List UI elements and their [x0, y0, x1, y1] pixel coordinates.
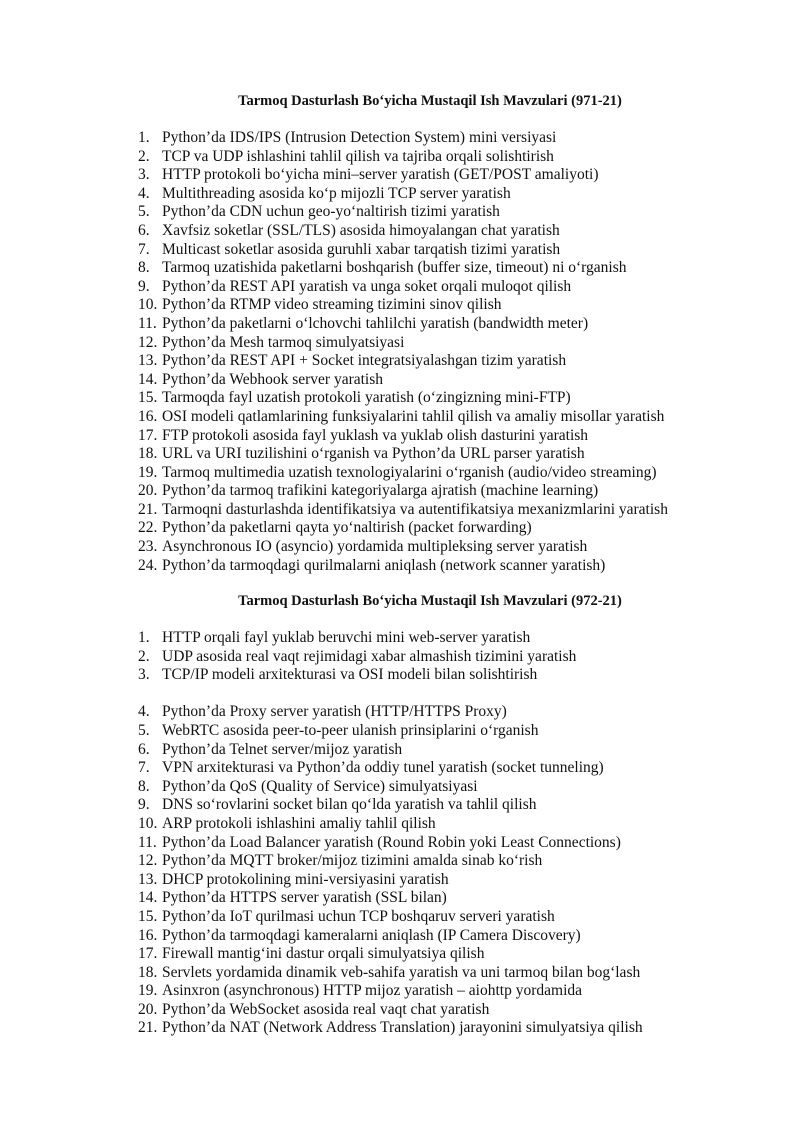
item-number: 24.: [138, 556, 158, 574]
item-number: 21.: [138, 1019, 158, 1037]
item-number: 5.: [138, 203, 150, 221]
item-number: 1.: [138, 129, 150, 146]
list-item: [138, 834, 778, 853]
list-item: [138, 557, 778, 576]
list-item: [138, 222, 778, 241]
item-text: Python’da tarmoq trafikini kategoriyalarga ajratish (machine learning): [162, 482, 599, 500]
list-item: [138, 908, 778, 927]
item-text: DHCP protokolining mini-versiyasini yaratish: [162, 870, 449, 888]
item-number: 16.: [138, 407, 158, 425]
topics-section-972-21: [0, 592, 800, 1037]
list-item: [138, 1019, 778, 1038]
item-number: 3.: [138, 666, 150, 684]
list-item: [138, 334, 778, 353]
item-text: TCP/IP modeli arxitekturasi va OSI modeli bilan solishtirish: [162, 666, 538, 684]
item-text: Python’da Telnet server/mijoz yaratish: [162, 740, 403, 758]
list-item: [138, 501, 778, 520]
list-item: [138, 371, 778, 390]
item-text: Python’da tarmoqdagi qurilmalarni aniqlash (network scanner yaratish): [162, 556, 606, 574]
list-item: [138, 427, 778, 446]
section-title: Tarmoq Dasturlash Bo‘yicha Mustaqil Ish Mavzulari (971-21): [238, 93, 622, 109]
item-text: Python’da NAT (Network Address Translation) jarayonini simulyatsiya qilish: [162, 1019, 643, 1037]
item-number: 13.: [138, 352, 158, 370]
item-number: 19.: [138, 982, 158, 1000]
list-item: [138, 259, 778, 278]
item-number: 8.: [138, 777, 150, 795]
item-number: 12.: [138, 333, 158, 351]
list-item: [138, 871, 778, 890]
item-text: Python’da CDN uchun geo-yo‘naltirish tizimi yaratish: [162, 203, 500, 221]
item-text: VPN arxitekturasi va Python’da oddiy tunel yaratish (socket tunneling): [162, 759, 604, 777]
item-text: HTTP orqali fayl yuklab beruvchi mini web-server yaratish: [162, 629, 531, 646]
item-number: 11.: [138, 314, 157, 332]
list-item: [138, 964, 778, 983]
item-number: 6.: [138, 221, 150, 239]
item-number: 7.: [138, 240, 150, 258]
list-item: [138, 166, 778, 185]
item-number: 9.: [138, 796, 150, 814]
item-text: ARP protokoli ishlashini amaliy tahlil qilish: [162, 814, 436, 832]
list-item: [138, 519, 778, 538]
item-number: 18.: [138, 445, 158, 463]
item-text: Python’da RTMP video streaming tizimini sinov qilish: [162, 296, 502, 314]
list-item: [138, 889, 778, 908]
item-text: Tarmoqni dasturlashda identifikatsiya va autentifikatsiya mexanizmlarini yaratish: [162, 500, 668, 518]
list-item: [138, 315, 778, 334]
list-item: [138, 796, 778, 815]
item-number: 11.: [138, 833, 157, 851]
item-number: 15.: [138, 907, 158, 925]
item-number: 6.: [138, 740, 150, 758]
item-number: 10.: [138, 814, 158, 832]
list-item: [138, 203, 778, 222]
topics-list: [138, 629, 778, 1038]
item-number: 21.: [138, 500, 158, 518]
list-item: [138, 408, 778, 427]
list-item: [138, 278, 778, 297]
item-number: 23.: [138, 538, 158, 556]
item-number: 5.: [138, 721, 150, 739]
list-item: [138, 241, 778, 260]
item-text: Python’da IDS/IPS (Intrusion Detection System) mini versiyasi: [162, 129, 557, 146]
item-number: 13.: [138, 870, 158, 888]
topics-section-971-21: [0, 92, 800, 574]
item-number: 2.: [138, 647, 150, 665]
item-text: FTP protokoli asosida fayl yuklash va yuklab olish dasturini yaratish: [162, 426, 589, 444]
list-item: [138, 482, 778, 501]
list-item: [138, 722, 778, 741]
item-text: Python’da MQTT broker/mijoz tizimini amalda sinab ko‘rish: [162, 852, 543, 870]
item-number: 17.: [138, 945, 158, 963]
item-text: Python’da QoS (Quality of Service) simulyatsiyasi: [162, 777, 478, 795]
item-text: Python’da REST API + Socket integratsiyalashgan tizim yaratish: [162, 352, 567, 370]
item-number: 4.: [138, 184, 150, 202]
list-item: [138, 945, 778, 964]
item-text: Python’da IoT qurilmasi uchun TCP boshqaruv serveri yaratish: [162, 907, 555, 925]
item-text: Asinxron (asynchronous) HTTP mijoz yaratish – aiohttp yordamida: [162, 982, 582, 1000]
item-text: Python’da Load Balancer yaratish (Round Robin yoki Least Connections): [162, 833, 621, 851]
item-number: 8.: [138, 259, 150, 277]
topics-list: [138, 129, 778, 575]
list-item: [138, 148, 778, 167]
list-item: [138, 815, 778, 834]
item-text: Tarmoqda fayl uzatish protokoli yaratish (o‘zingizning mini-FTP): [162, 389, 571, 407]
list-item: [138, 464, 778, 483]
item-text: Python’da WebSocket asosida real vaqt chat yaratish: [162, 1000, 490, 1018]
section-title: Tarmoq Dasturlash Bo‘yicha Mustaqil Ish Mavzulari (972-21): [238, 593, 622, 609]
list-item: [138, 296, 778, 315]
item-text: HTTP protokoli bo‘yicha mini–server yaratish (GET/POST amaliyoti): [162, 166, 599, 184]
item-text: Python’da Webhook server yaratish: [162, 370, 384, 388]
item-text: Firewall mantig‘ini dastur orqali simulyatsiya qilish: [162, 945, 485, 963]
item-number: 12.: [138, 852, 158, 870]
item-number: 1.: [138, 629, 150, 646]
list-spacer: [138, 685, 778, 704]
list-item: [138, 1001, 778, 1020]
item-text: Python’da REST API yaratish va unga soket orqali muloqot qilish: [162, 277, 572, 295]
item-number: 14.: [138, 889, 158, 907]
item-text: OSI modeli qatlamlarining funksiyalarini tahlil qilish va amaliy misollar yaratish: [162, 407, 665, 425]
list-item: [138, 445, 778, 464]
list-item: [138, 703, 778, 722]
item-text: Asynchronous IO (asyncio) yordamida multipleksing server yaratish: [162, 538, 588, 556]
item-text: Python’da paketlarni o‘lchovchi tahlilchi yaratish (bandwidth meter): [162, 314, 589, 332]
item-text: Servlets yordamida dinamik veb-sahifa yaratish va uni tarmoq bilan bog‘lash: [162, 963, 641, 981]
item-text: DNS so‘rovlarini socket bilan qo‘lda yaratish va tahlil qilish: [162, 796, 537, 814]
item-text: Python’da Mesh tarmoq simulyatsiyasi: [162, 333, 405, 351]
list-item: [138, 852, 778, 871]
item-text: URL va URI tuzilishini o‘rganish va Python’da URL parser yaratish: [162, 445, 585, 463]
item-number: 15.: [138, 389, 158, 407]
list-item: [138, 927, 778, 946]
item-number: 16.: [138, 926, 158, 944]
item-number: 3.: [138, 166, 150, 184]
item-number: 20.: [138, 1000, 158, 1018]
list-item: [138, 778, 778, 797]
list-item: [138, 129, 778, 148]
item-number: 17.: [138, 426, 158, 444]
item-number: 22.: [138, 519, 158, 537]
item-number: 18.: [138, 963, 158, 981]
item-text: UDP asosida real vaqt rejimidagi xabar almashish tizimini yaratish: [162, 647, 577, 665]
item-number: 20.: [138, 482, 158, 500]
list-item: [138, 741, 778, 760]
list-item: [138, 389, 778, 408]
list-item: [138, 185, 778, 204]
item-text: Tarmoq multimedia uzatish texnologiyalarini o‘rganish (audio/video streaming): [162, 463, 657, 481]
item-number: 10.: [138, 296, 158, 314]
item-text: Python’da paketlarni qayta yo‘naltirish (packet forwarding): [162, 519, 532, 537]
list-item: [138, 629, 778, 648]
item-text: Python’da HTTPS server yaratish (SSL bilan): [162, 889, 447, 907]
item-number: 7.: [138, 759, 150, 777]
item-number: 4.: [138, 703, 150, 721]
item-number: 2.: [138, 147, 150, 165]
list-item: [138, 982, 778, 1001]
item-text: WebRTC asosida peer-to-peer ulanish prinsiplarini o‘rganish: [162, 721, 539, 739]
item-text: Python’da Proxy server yaratish (HTTP/HTTPS Proxy): [162, 703, 507, 721]
item-text: Multithreading asosida ko‘p mijozli TCP server yaratish: [162, 184, 511, 202]
list-item: [138, 648, 778, 667]
item-text: TCP va UDP ishlashini tahlil qilish va tajriba orqali solishtirish: [162, 147, 554, 165]
item-number: 14.: [138, 370, 158, 388]
list-item: [138, 666, 778, 685]
item-number: 9.: [138, 277, 150, 295]
item-text: Tarmoq uzatishida paketlarni boshqarish (buffer size, timeout) ni o‘rganish: [162, 259, 627, 277]
item-text: Xavfsiz soketlar (SSL/TLS) asosida himoyalangan chat yaratish: [162, 221, 560, 239]
item-number: 19.: [138, 463, 158, 481]
list-item: [138, 352, 778, 371]
list-item: [138, 759, 778, 778]
item-text: Python’da tarmoqdagi kameralarni aniqlash (IP Camera Discovery): [162, 926, 581, 944]
item-text: Multicast soketlar asosida guruhli xabar tarqatish tizimi yaratish: [162, 240, 561, 258]
list-item: [138, 538, 778, 557]
